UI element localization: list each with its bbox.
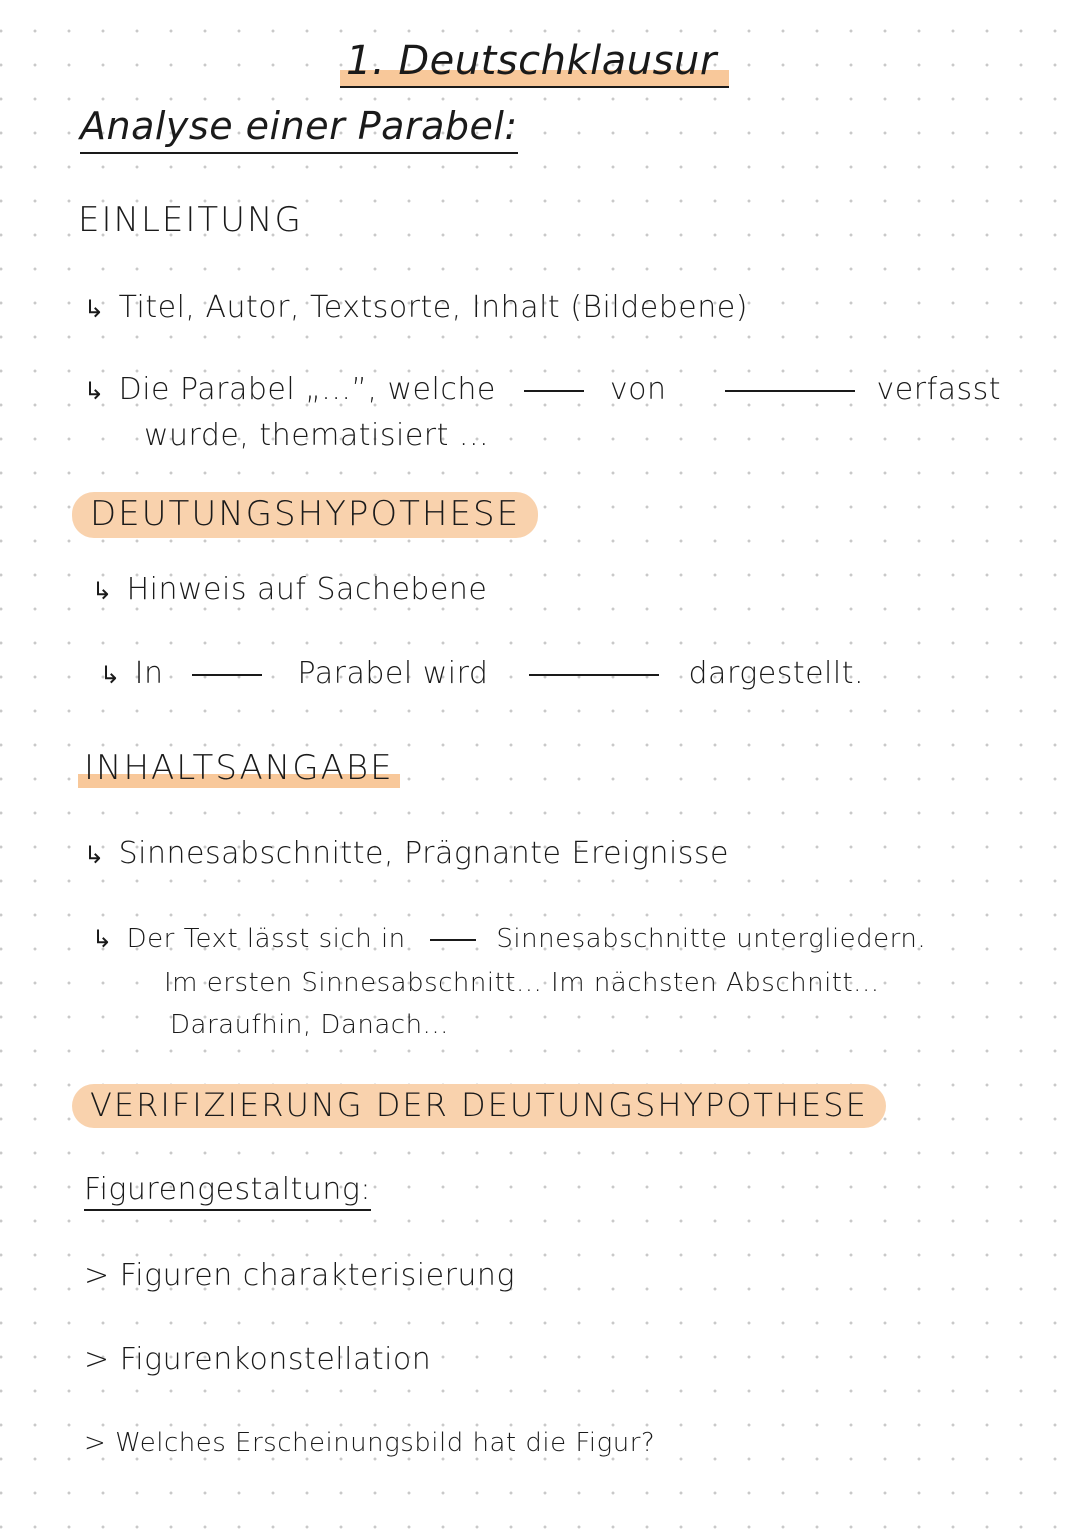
einleitung-text-3: wurde, thematisiert ...: [144, 418, 490, 453]
blank-line: [430, 939, 476, 941]
inhalt-text-2a: Der Text lässt sich in: [126, 924, 406, 954]
bullet-icon: >: [84, 1428, 107, 1458]
heading-inhaltsangabe-label: INHALTSANGABE: [78, 748, 400, 788]
blank-line: [529, 674, 659, 676]
arrow-icon: ↳: [92, 577, 113, 605]
figur-item-3-text: Welches Erscheinungsbild hat die Figur?: [115, 1428, 656, 1458]
blank-line: [725, 390, 855, 392]
inhalt-text-4: Daraufhin, Danach...: [170, 1010, 449, 1040]
deutung-text-1: Hinweis auf Sachebene: [126, 572, 488, 607]
einleitung-text-1: Titel, Autor, Textsorte, Inhalt (Bildebene): [118, 290, 748, 325]
arrow-icon: ↳: [84, 295, 105, 323]
heading-deutungshypothese: [72, 494, 538, 534]
einleitung-item-2: [84, 372, 1001, 407]
arrow-icon: ↳: [92, 925, 113, 953]
einleitung-item-1: [84, 290, 748, 325]
figurengestaltung-heading: [84, 1172, 371, 1207]
arrow-icon: ↳: [84, 841, 105, 869]
einleitung-text-2a: Die Parabel „...”, welche: [118, 372, 496, 407]
blank-line: [192, 674, 262, 676]
figur-item-3: [84, 1428, 655, 1458]
figurengestaltung-label: Figurengestaltung:: [84, 1172, 371, 1211]
heading-einleitung: EINLEITUNG: [78, 200, 303, 240]
blank-line: [524, 390, 584, 392]
figur-item-1: [84, 1258, 515, 1293]
einleitung-text-2b: von: [609, 372, 667, 407]
heading-inhaltsangabe: [78, 748, 400, 788]
inhalt-item-2: [92, 924, 926, 954]
bullet-icon: >: [84, 1258, 110, 1293]
subtitle: Analyse einer Parabel:: [80, 104, 518, 154]
figur-item-1-text: Figuren charakterisierung: [119, 1258, 515, 1293]
inhalt-text-1: Sinnesabschnitte, Prägnante Ereignisse: [118, 836, 730, 871]
deutung-item-1: [92, 572, 487, 607]
deutung-text-2a: In: [134, 656, 164, 691]
arrow-icon: ↳: [84, 377, 105, 405]
bullet-icon: >: [84, 1342, 110, 1377]
heading-verifizierung-label: VERIFIZIERUNG DER DEUTUNGSHYPOTHESE: [72, 1084, 886, 1128]
heading-deutungshypothese-label: DEUTUNGSHYPOTHESE: [72, 492, 538, 538]
figur-item-2: [84, 1342, 431, 1377]
page-title: 1. Deutschklausur: [340, 38, 729, 88]
inhalt-text-2b: Sinnesabschnitte untergliedern.: [496, 924, 927, 954]
deutung-text-2b: Parabel wird: [297, 656, 489, 691]
deutung-item-2: [100, 656, 864, 691]
einleitung-text-2c: verfasst: [876, 372, 1002, 407]
figur-item-2-text: Figurenkonstellation: [119, 1342, 432, 1377]
inhalt-item-1: [84, 836, 729, 871]
heading-verifizierung: [72, 1086, 886, 1124]
deutung-text-2c: dargestellt.: [688, 656, 865, 691]
arrow-icon: ↳: [100, 661, 121, 689]
inhalt-text-3: Im ersten Sinnesabschnitt... Im nächsten Abschnitt...: [164, 968, 880, 998]
